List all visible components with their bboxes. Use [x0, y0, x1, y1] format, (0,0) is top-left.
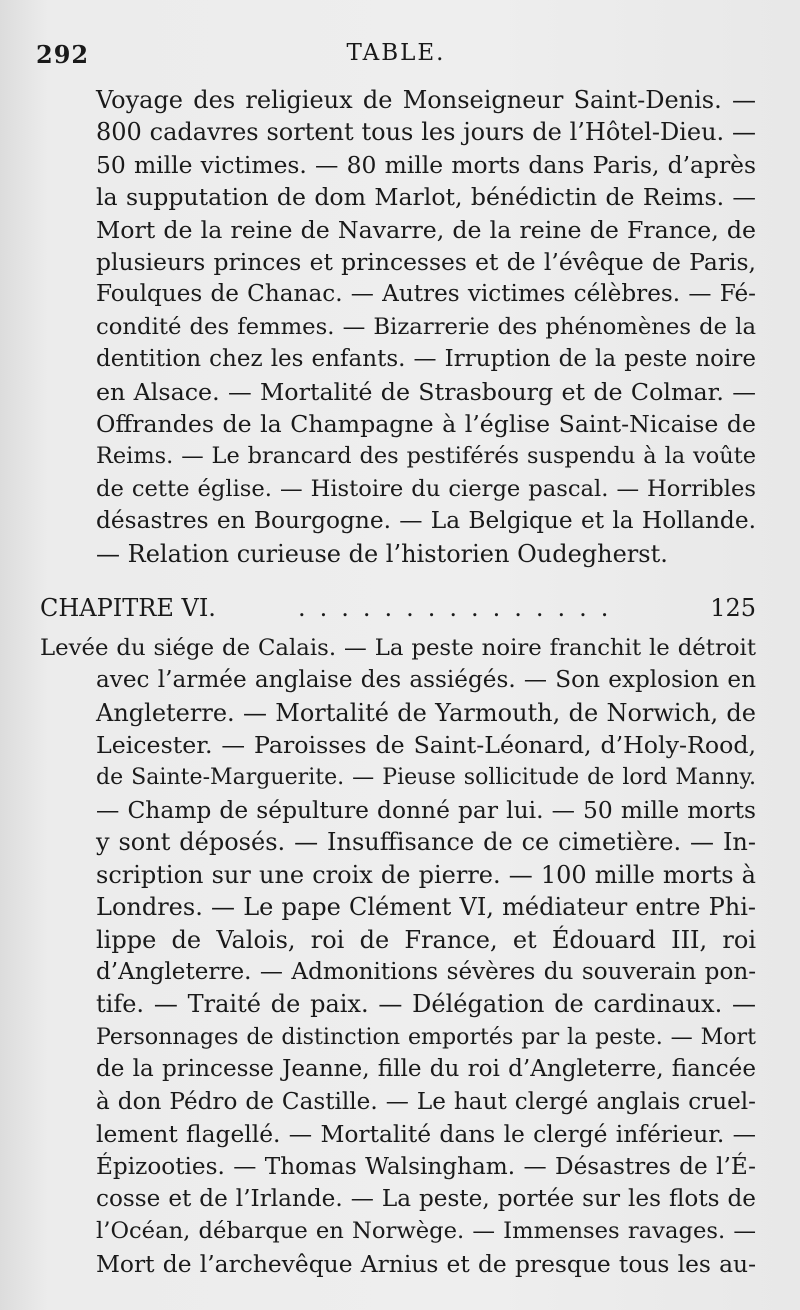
- text-line: Angleterre. — Mortalité de Yarmouth, de Norwich, de: [96, 698, 756, 727]
- text-line: Mort de l’archevêque Arnius et de presque tous les au-: [96, 1249, 756, 1278]
- text-line: l’Océan, débarque en Norwège. — Immenses ravages. —: [96, 1218, 756, 1245]
- chapter-page-number: 125: [710, 594, 756, 622]
- text-line: d’Angleterre. — Admonitions sévères du souverain pon-: [96, 959, 756, 986]
- leader-dots: ...............: [298, 594, 623, 622]
- text-line: Foulques de Chanac. — Autres victimes célèbres. — Fé-: [96, 281, 756, 308]
- text-line: avec l’armée anglaise des assiégés. — Son explosion en: [96, 667, 756, 694]
- text-line: de la princesse Jeanne, fille du roi d’Angleterre, fiancée: [96, 1056, 756, 1083]
- chapter-vi-summary: [40, 632, 756, 1280]
- text-line: de cette église. — Histoire du cierge pascal. — Horribles: [96, 475, 756, 502]
- text-line: cosse et de l’Irlande. — La peste, portée sur les flots de: [96, 1185, 756, 1212]
- text-line: scription sur une croix de pierre. — 100 mille morts à: [96, 860, 756, 889]
- text-line: Offrandes de la Champagne à l’église Saint-Nicaise de: [96, 410, 756, 439]
- text-line: Épizooties. — Thomas Walsingham. — Désastres de l’É-: [96, 1152, 756, 1180]
- page-number: 292: [36, 40, 90, 69]
- text-line: désastres en Bourgogne. — La Belgique et la Hollande.: [96, 507, 756, 535]
- text-line: — Champ de sépulture donné par lui. — 50 mille morts: [96, 796, 756, 825]
- text-line: 50 mille victimes. — 80 mille morts dans Paris, d’après: [96, 150, 756, 179]
- text-line: plusieurs princes et princesses et de l’évêque de Paris,: [96, 248, 756, 277]
- text-line: en Alsace. — Mortalité de Strasbourg et de Colmar. —: [96, 377, 756, 406]
- text-line: Mort de la reine de Navarre, de la reine de France, de: [96, 215, 756, 244]
- text-line: de Sainte-Marguerite. — Pieuse sollicitude de lord Manny.: [96, 764, 756, 790]
- running-title: TABLE.: [346, 40, 446, 66]
- text-line: tife. — Traité de paix. — Délégation de cardinaux. —: [96, 990, 756, 1019]
- text-line: à don Pédro de Castille. — Le haut clergé anglais cruel-: [96, 1088, 756, 1115]
- text-line: lement flagellé. — Mortalité dans le clergé inférieur. —: [96, 1120, 756, 1149]
- chapter-v-summary: [96, 84, 756, 570]
- text-line: — Relation curieuse de l’historien Oudegherst.: [96, 539, 668, 568]
- text-line: y sont déposés. — Insuffisance de ce cimetière. — In-: [96, 828, 756, 857]
- text-line: Levée du siége de Calais. — La peste noire franchit le détroit: [40, 635, 756, 661]
- text-line: Leicester. — Paroisses de Saint-Léonard, d’Holy-Rood,: [96, 731, 756, 760]
- text-line: Personnages de distinction emportés par la peste. — Mort: [96, 1023, 756, 1050]
- text-line: condité des femmes. — Bizarrerie des phénomènes de la: [96, 313, 756, 340]
- chapter-label: CHAPITRE VI.: [40, 594, 216, 622]
- text-line: la supputation de dom Marlot, bénédictin de Reims. —: [96, 183, 756, 212]
- text-line: lippe de Valois, roi de France, et Édouard III, roi: [96, 925, 756, 954]
- text-line: Londres. — Le pape Clément VI, médiateur entre Phi-: [96, 893, 756, 922]
- chapter-heading: [40, 592, 756, 624]
- text-line: Reims. — Le brancard des pestiférés suspendu à la voûte: [96, 443, 756, 470]
- page-header: [36, 40, 756, 76]
- text-line: dentition chez les enfants. — Irruption de la peste noire: [96, 346, 756, 373]
- text-line: Voyage des religieux de Monseigneur Saint-Denis. —: [96, 86, 756, 114]
- text-line: 800 cadavres sortent tous les jours de l’Hôtel-Dieu. —: [96, 118, 756, 147]
